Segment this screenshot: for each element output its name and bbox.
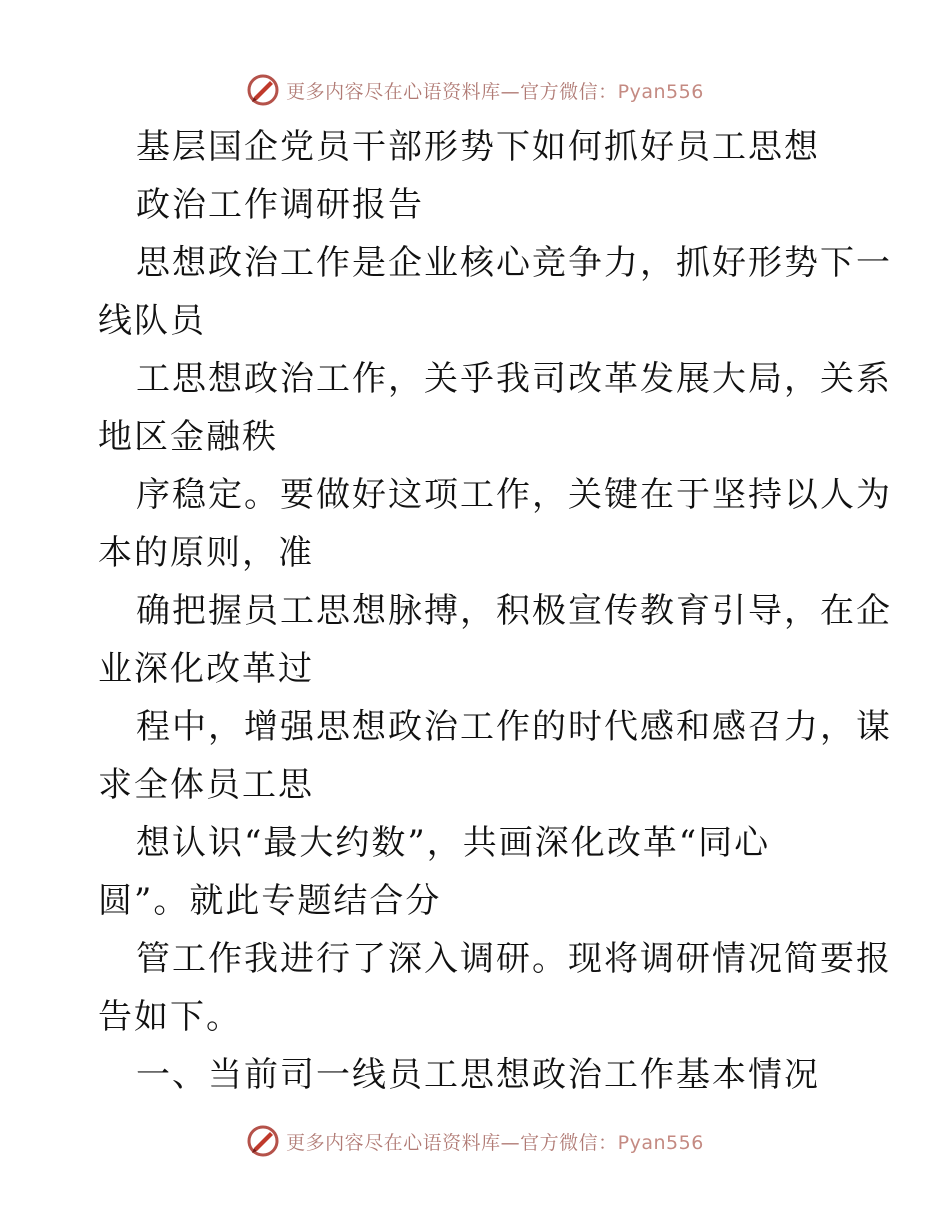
header-banner-account: Pyan556 — [617, 80, 704, 103]
paragraph-line: 思想政治工作是企业核心竞争力，抓好形势下一 — [136, 243, 892, 283]
pen-nib-logo-icon — [246, 73, 280, 107]
paragraph-line: 程中，增强思想政治工作的时代感和感召力，谋 — [136, 707, 892, 747]
paragraph-line: 序稳定。要做好这项工作，关键在于坚持以人为 — [136, 475, 892, 515]
paragraph-line: 想认识“最大约数”，共画深化改革“同心 — [136, 823, 771, 863]
paragraph-line: 工思想政治工作，关乎我司改革发展大局，关系 — [136, 359, 892, 399]
paragraph-line: 本的原则，准 — [98, 533, 314, 573]
title-line-1: 基层国企党员干部形势下如何抓好员工思想 — [136, 127, 820, 167]
title-line-2: 政治工作调研报告 — [136, 185, 424, 225]
footer-banner-account: Pyan556 — [617, 1131, 704, 1154]
header-banner-text: 更多内容尽在心语资料库—官方微信：Pyan556 — [286, 80, 704, 103]
paragraph-line: 业深化改革过 — [98, 649, 314, 689]
footer-banner-text: 更多内容尽在心语资料库—官方微信：Pyan556 — [286, 1131, 704, 1154]
pen-nib-logo-icon — [246, 1124, 280, 1158]
paragraph-line: 圆”。就此专题结合分 — [98, 881, 442, 921]
paragraph-line: 告如下。 — [98, 997, 242, 1037]
paragraph-line: 管工作我进行了深入调研。现将调研情况简要报 — [136, 939, 892, 979]
paragraph-line: 地区金融秩 — [98, 417, 278, 457]
paragraph-line: 线队员 — [98, 301, 206, 341]
header-banner — [0, 70, 950, 110]
footer-banner — [0, 1121, 950, 1161]
paragraph-line: 求全体员工思 — [98, 765, 314, 805]
paragraph-line: 确把握员工思想脉搏，积极宣传教育引导，在企 — [136, 591, 892, 631]
section-heading: 一、当前司一线员工思想政治工作基本情况 — [136, 1055, 820, 1095]
